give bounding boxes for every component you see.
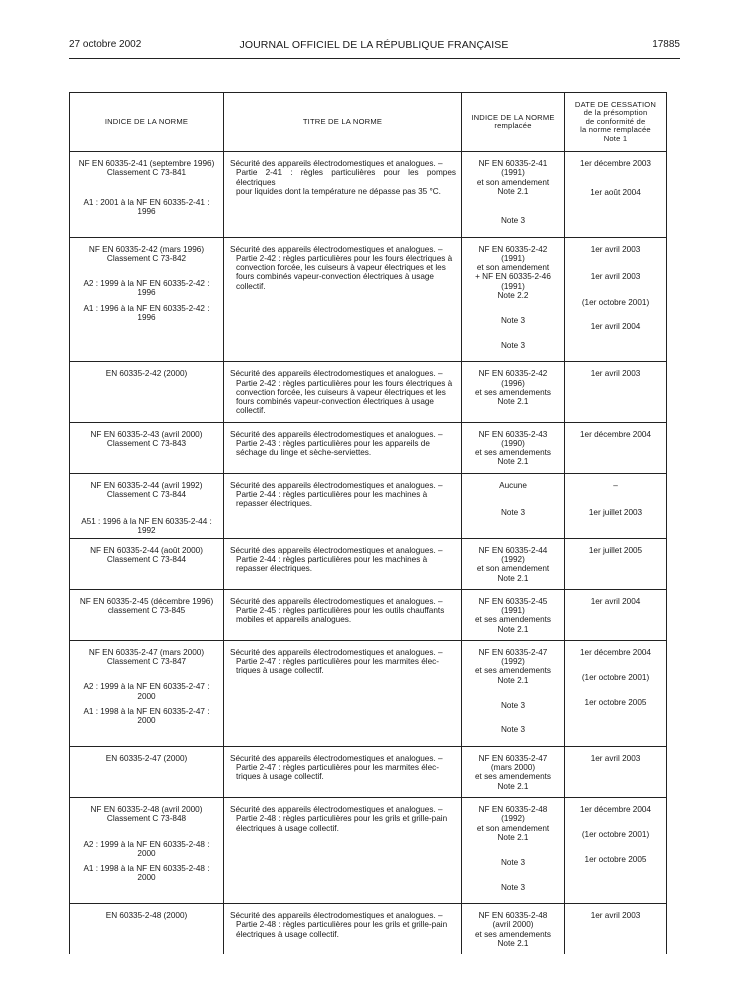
cell-indice-norme (70, 152, 224, 238)
cell-line: Classement C 73-843 (106, 438, 187, 448)
cell-line: Partie 2-44 : règles particulières pour les machines à (236, 489, 428, 499)
standards-table (69, 92, 667, 954)
cell-line: 1er décembre 2004 (579, 429, 651, 439)
cell-date-cessation (565, 362, 667, 422)
cell-date-cessation (565, 538, 667, 589)
cell-line: EN 60335-2-48 (2000) (105, 911, 188, 921)
amendment-entry (70, 830, 223, 861)
cell-line: (1992) (501, 554, 525, 564)
cell-line: Sécurité des appareils électrodomestiques et analogues. – (230, 480, 443, 490)
cell-line: (1992) (501, 814, 525, 824)
cell-line: NF EN 60335-2-42 (478, 244, 548, 254)
cell-line: 1er décembre 2003 (579, 159, 651, 168)
cell-line: et ses amendements (474, 666, 551, 676)
amendment-entry (70, 505, 223, 538)
cell-norme-remplacee (462, 589, 565, 640)
cell-line: 1er avril 2003 (590, 753, 641, 763)
cell-titre-norme (224, 904, 462, 955)
cell-line: Note 2.1 (497, 457, 529, 467)
cell-line: A1 : 1998 à la NF EN 60335-2-47 : (83, 706, 210, 716)
page-header (0, 39, 748, 55)
amendment-entry (462, 691, 564, 722)
cell-line: A2 : 1999 à la NF EN 60335-2-47 : (83, 682, 210, 692)
cell-line: A2 : 1999 à la NF EN 60335-2-48 : (83, 839, 210, 849)
cell-line: Partie 2-41 : règles particulières pour les pompes électriques (236, 168, 456, 187)
cell-line: et ses amendements (474, 772, 551, 782)
table-row (70, 152, 667, 238)
cell-norme-remplacee (462, 422, 565, 473)
cell-line: Classement C 73-842 (106, 253, 187, 263)
table-row (70, 746, 667, 797)
cell-line: pour liquides dont la température ne dépasse pas 35 °C. (236, 186, 441, 196)
cell-line: 2000 (137, 873, 156, 883)
cell-line: Note 2.2 (497, 290, 529, 300)
cell-line: Note 2.1 (497, 186, 529, 196)
cell-line: Note 3 (500, 507, 526, 517)
cell-line: et ses amendements (474, 448, 551, 458)
spacer (462, 517, 564, 526)
cell-line: NF EN 60335-2-47 (mars 2000) (88, 647, 205, 657)
cell-line: Partie 2-42 : règles particulières pour les fours électriques à (236, 378, 453, 388)
spacer (462, 710, 564, 719)
cell-line: Sécurité des appareils électrodomestiques et analogues. – (230, 545, 443, 555)
header-date-cessation: DATE DE CESSATION de la présomption de conformité de la norme remplacée Note 1 (565, 93, 667, 152)
cell-line: (1er octobre 2001) (581, 297, 650, 307)
cell-date-cessation (565, 746, 667, 797)
cell-line: – (613, 480, 618, 490)
cell-line: NF EN 60335-2-44 (avril 1992) (90, 480, 203, 490)
spacer (565, 707, 666, 716)
cell-line: 1996 (137, 288, 156, 298)
cell-line: Sécurité des appareils électrodomestiques et analogues. – (230, 647, 443, 657)
cell-line: Partie 2-47 : règles particulières pour les marmites élec- (236, 657, 439, 667)
table-body (70, 152, 667, 955)
cell-line: Note 3 (500, 700, 526, 710)
table-row (70, 798, 667, 904)
amendment-entry (462, 879, 564, 904)
cell-titre-norme (224, 362, 462, 422)
cell-line: EN 60335-2-42 (2000) (105, 369, 188, 379)
cell-line: Note 2.1 (497, 624, 529, 634)
cell-line: Aucune (499, 480, 527, 490)
cell-date-cessation (565, 237, 667, 362)
amendment-entry (462, 337, 564, 362)
cell-line: Sécurité des appareils électrodomestiques et analogues. – (230, 596, 443, 606)
cell-line (565, 254, 666, 263)
header-norme-remplacee: INDICE DE LA NORME remplacée (462, 93, 565, 152)
spacer (462, 225, 564, 234)
cell-line: 1er avril 2003 (590, 369, 641, 379)
amendment-entry (565, 694, 666, 719)
cell-line: Sécurité des appareils électrodomestiques et analogues. – (230, 244, 443, 254)
cell-indice-norme (70, 473, 224, 538)
cell-norme-remplacee (462, 237, 565, 362)
amendment-entry (462, 306, 564, 337)
cell-line: Note 3 (500, 216, 526, 226)
cell-line: Partie 2-48 : règles particulières pour les grils et grille-pain (236, 920, 448, 930)
cell-line: NF EN 60335-2-41 (478, 159, 548, 168)
cell-date-cessation (565, 640, 667, 746)
spacer (565, 840, 666, 849)
cell-line: (1991) (501, 606, 525, 616)
cell-line: Note 3 (500, 340, 526, 350)
cell-norme-remplacee (462, 640, 565, 746)
cell-line: NF EN 60335-2-48 (478, 805, 548, 815)
cell-line: 1992 (137, 526, 156, 536)
cell-line: repasser électriques. (236, 499, 312, 509)
header-rule (69, 58, 680, 59)
cell-line: NF EN 60335-2-43 (avril 2000) (90, 429, 203, 439)
cell-line: mobiles et appareils analogues. (236, 615, 352, 625)
cell-line: 1er décembre 2004 (579, 647, 651, 657)
cell-titre-norme (224, 798, 462, 904)
cell-line: 1er octobre 2005 (584, 854, 647, 864)
cell-titre-norme (224, 152, 462, 238)
table-row (70, 422, 667, 473)
cell-line: 1er juillet 2005 (588, 545, 643, 555)
amendment-entry (565, 496, 666, 529)
amendment-entry (462, 496, 564, 529)
cell-line: (1992) (501, 657, 525, 667)
cell-line: 1er avril 2003 (590, 272, 641, 282)
cell-line: collectif. (236, 406, 266, 416)
table-row (70, 237, 667, 362)
cell-norme-remplacee (462, 152, 565, 238)
cell-titre-norme (224, 473, 462, 538)
cell-line: Note 2.1 (497, 832, 529, 842)
cell-date-cessation (565, 904, 667, 955)
cell-line: Note 2.1 (497, 781, 529, 791)
cell-date-cessation (565, 422, 667, 473)
cell-line: et ses amendements (474, 929, 551, 939)
cell-line: 2000 (137, 716, 156, 726)
cell-line: et son amendement (476, 263, 550, 273)
spacer (462, 867, 564, 876)
cell-line: NF EN 60335-2-44 (août 2000) (90, 545, 203, 555)
cell-norme-remplacee (462, 362, 565, 422)
cell-line: A1 : 2001 à la NF EN 60335-2-41 : (83, 197, 210, 207)
cell-line: (1er octobre 2001) (581, 830, 650, 840)
amendment-entry (462, 202, 564, 237)
cell-indice-norme (70, 422, 224, 473)
cell-line: NF EN 60335-2-48 (478, 911, 548, 921)
amendment-entry (565, 851, 666, 876)
cell-titre-norme (224, 237, 462, 362)
cell-norme-remplacee (462, 904, 565, 955)
cell-line: 2000 (137, 691, 156, 701)
cell-line: 2000 (137, 848, 156, 858)
cell-line: convection forcée, les cuiseurs à vapeur électriques et les (236, 387, 446, 397)
amendment-entry (70, 269, 223, 300)
cell-titre-norme (224, 538, 462, 589)
cell-line: Note 2.1 (497, 675, 529, 685)
amendment-entry (70, 860, 223, 885)
cell-date-cessation (565, 152, 667, 238)
spacer (462, 735, 564, 744)
cell-line: (1991) (501, 168, 525, 178)
cell-line: (1er octobre 2001) (581, 673, 650, 683)
cell-line: Partie 2-42 : règles particulières pour les fours électriques à (236, 253, 453, 263)
table-row (70, 904, 667, 955)
table-row (70, 589, 667, 640)
cell-line: A51 : 1996 à la NF EN 60335-2-44 : (81, 517, 212, 527)
cell-line: Note 2.1 (497, 397, 529, 407)
cell-line: Partie 2-44 : règles particulières pour les machines à (236, 554, 428, 564)
table-row (70, 473, 667, 538)
table-row (70, 538, 667, 589)
cell-line: 1996 (137, 312, 156, 322)
cell-line: convection forcée, les cuiseurs à vapeur électriques et les (236, 263, 446, 273)
cell-line: + NF EN 60335-2-46 (475, 272, 551, 282)
journal-title: JOURNAL OFFICIEL DE LA RÉPUBLIQUE FRANÇAISE (239, 39, 509, 51)
cell-line: et ses amendements (474, 615, 551, 625)
cell-titre-norme (224, 589, 462, 640)
amendment-entry (462, 721, 564, 746)
cell-norme-remplacee (462, 746, 565, 797)
cell-line: NF EN 60335-2-48 (avril 2000) (90, 805, 203, 815)
spacer (462, 350, 564, 359)
cell-line: Sécurité des appareils électrodomestiques et analogues. – (230, 911, 443, 921)
cell-line: Classement C 73-841 (106, 168, 187, 178)
amendment-entry (565, 174, 666, 209)
cell-line: fours combinés vapeur-convection électriques à usage (236, 397, 434, 407)
header-titre-norme: TITRE DE LA NORME (224, 93, 462, 152)
cell-norme-remplacee (462, 473, 565, 538)
cell-titre-norme (224, 746, 462, 797)
cell-line: Classement C 73-848 (106, 814, 187, 824)
cell-date-cessation (565, 589, 667, 640)
cell-line: NF EN 60335-2-43 (478, 429, 548, 439)
cell-line: Note 3 (500, 882, 526, 892)
amendment-entry (70, 300, 223, 325)
amendment-entry (565, 288, 666, 319)
cell-indice-norme (70, 362, 224, 422)
cell-line: Sécurité des appareils électrodomestiques et analogues. – (230, 369, 443, 379)
header-indice-norme: INDICE DE LA NORME (70, 93, 224, 152)
cell-line: A1 : 1998 à la NF EN 60335-2-48 : (83, 864, 210, 874)
cell-line: 1er avril 2003 (590, 911, 641, 921)
amendment-entry (565, 663, 666, 694)
spacer (565, 331, 666, 340)
cell-line: Sécurité des appareils électrodomestiques et analogues. – (230, 159, 443, 168)
cell-line: 1er juillet 2003 (588, 507, 643, 517)
cell-line: électriques à usage collectif. (236, 929, 339, 939)
cell-line: NF EN 60335-2-45 (décembre 1996) (79, 596, 214, 606)
cell-line: Partie 2-45 : règles particulières pour les outils chauffants (236, 606, 445, 616)
cell-indice-norme (70, 640, 224, 746)
cell-date-cessation (565, 798, 667, 904)
table-row (70, 362, 667, 422)
cell-line: NF EN 60335-2-45 (478, 596, 548, 606)
cell-line: Partie 2-47 : règles particulières pour les marmites élec- (236, 763, 439, 773)
cell-indice-norme (70, 589, 224, 640)
cell-line: (1991) (501, 253, 525, 263)
cell-line: Note 3 (500, 858, 526, 868)
cell-indice-norme (70, 904, 224, 955)
cell-line: (1996) (501, 378, 525, 388)
cell-line: et ses amendements (474, 387, 551, 397)
cell-line: (1991) (501, 281, 525, 291)
cell-line: Classement C 73-847 (106, 657, 187, 667)
spacer (565, 307, 666, 316)
cell-line: EN 60335-2-47 (2000) (105, 753, 188, 763)
cell-line: 1er avril 2004 (590, 322, 641, 332)
cell-line: Partie 2-48 : règles particulières pour les grils et grille-pain (236, 814, 448, 824)
cell-line: A2 : 1999 à la NF EN 60335-2-42 : (83, 279, 210, 289)
amendment-entry (70, 672, 223, 703)
cell-line: Sécurité des appareils électrodomestiques et analogues. – (230, 805, 443, 815)
spacer (565, 517, 666, 526)
cell-line: Classement C 73-844 (106, 489, 187, 499)
table-row (70, 640, 667, 746)
cell-line: NF EN 60335-2-47 (478, 647, 548, 657)
cell-line: triques à usage collectif. (236, 666, 324, 676)
cell-line: collectif. (236, 281, 266, 291)
cell-titre-norme (224, 640, 462, 746)
cell-line: 1er avril 2003 (590, 244, 641, 254)
cell-line: et son amendement (476, 823, 550, 833)
cell-titre-norme (224, 422, 462, 473)
cell-line: et son amendement (476, 564, 550, 574)
cell-date-cessation (565, 473, 667, 538)
spacer (565, 682, 666, 691)
amendment-entry (462, 848, 564, 879)
cell-line: NF EN 60335-2-42 (478, 369, 548, 379)
spacer (462, 892, 564, 901)
issue-date: 27 octobre 2002 (69, 39, 142, 50)
cell-line: (avril 2000) (492, 920, 534, 930)
cell-line: NF EN 60335-2-41 (septembre 1996) (78, 159, 215, 168)
cell-line: A1 : 1996 à la NF EN 60335-2-42 : (83, 303, 210, 313)
cell-line: NF EN 60335-2-42 (mars 1996) (88, 244, 205, 254)
cell-line: Note 3 (500, 316, 526, 326)
cell-line: Sécurité des appareils électrodomestiques et analogues. – (230, 753, 443, 763)
amendment-entry (70, 703, 223, 728)
cell-line: triques à usage collectif. (236, 772, 324, 782)
page-number: 17885 (652, 39, 680, 50)
cell-norme-remplacee (462, 798, 565, 904)
cell-line: 1er décembre 2004 (579, 805, 651, 815)
cell-line (565, 263, 666, 272)
cell-line: (mars 2000) (490, 763, 536, 773)
spacer (565, 864, 666, 873)
cell-indice-norme (70, 746, 224, 797)
cell-line: fours combinés vapeur-convection électriques à usage (236, 272, 434, 282)
amendment-entry (565, 318, 666, 343)
cell-line: Note 3 (500, 725, 526, 735)
cell-line: Sécurité des appareils électrodomestiques et analogues. – (230, 429, 443, 439)
cell-norme-remplacee (462, 538, 565, 589)
spacer (462, 325, 564, 334)
cell-line: et son amendement (476, 177, 550, 187)
cell-line: NF EN 60335-2-47 (478, 753, 548, 763)
amendment-entry (70, 184, 223, 219)
spacer (565, 198, 666, 207)
table-header-row (70, 93, 667, 152)
cell-line: NF EN 60335-2-44 (478, 545, 548, 555)
cell-line: 1er avril 2004 (590, 596, 641, 606)
cell-line: repasser électriques. (236, 564, 312, 574)
cell-line: 1er octobre 2005 (584, 697, 647, 707)
cell-line: Partie 2-43 : règles particulières pour les appareils de (236, 438, 430, 448)
cell-line: (1990) (501, 438, 525, 448)
amendment-entry (565, 820, 666, 851)
cell-line: 1er août 2004 (590, 188, 641, 198)
cell-line: classement C 73-845 (107, 606, 186, 616)
cell-line: séchage du linge et sèche-serviettes. (236, 448, 372, 458)
cell-line: Note 2.1 (497, 938, 529, 948)
cell-line: 1996 (137, 206, 156, 216)
cell-line: électriques à usage collectif. (236, 823, 339, 833)
cell-indice-norme (70, 798, 224, 904)
cell-line: Classement C 73-844 (106, 554, 187, 564)
cell-indice-norme (70, 237, 224, 362)
cell-line: Note 2.1 (497, 573, 529, 583)
cell-indice-norme (70, 538, 224, 589)
